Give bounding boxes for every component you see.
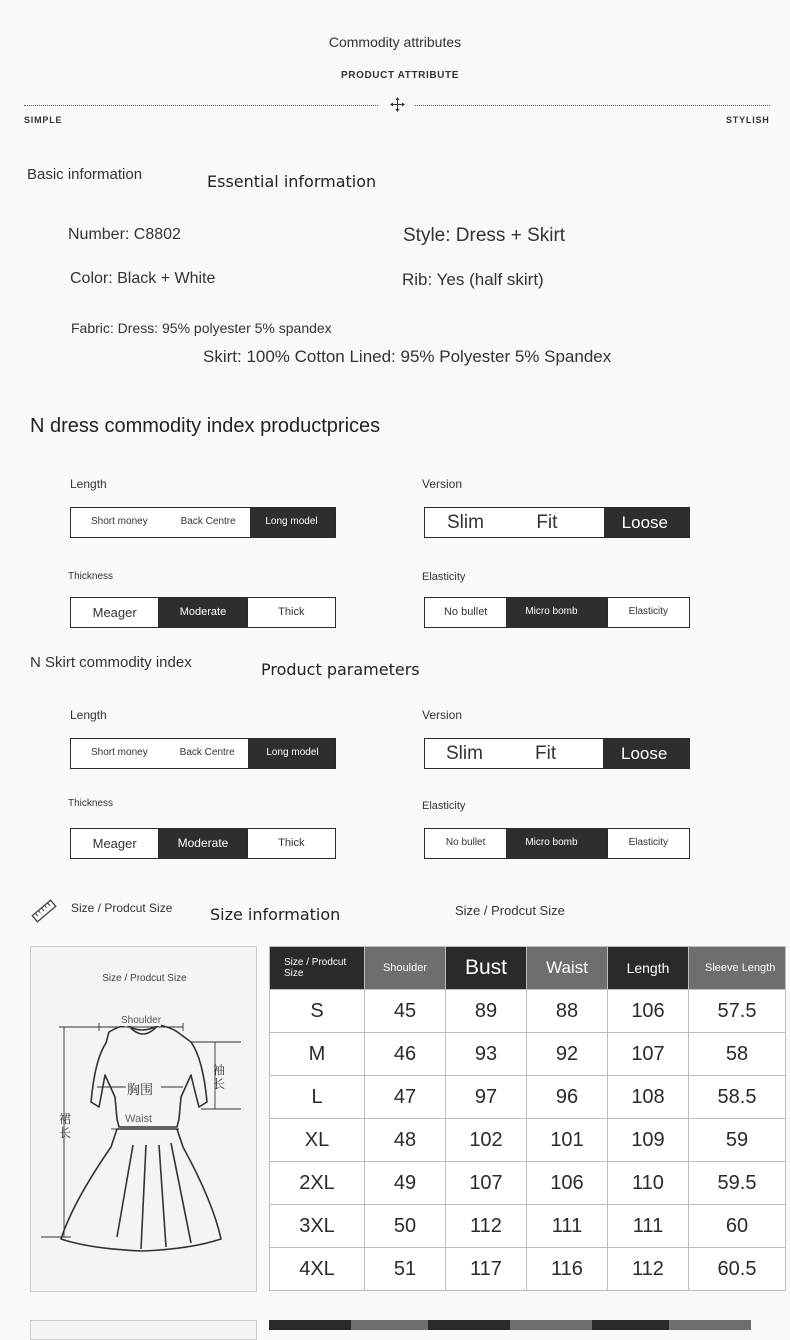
table-row xyxy=(270,990,786,1033)
measure-cell: 107 xyxy=(608,1033,689,1076)
measure-cell: 59 xyxy=(689,1119,786,1162)
measure-cell: 106 xyxy=(527,1162,608,1205)
measure-cell: 102 xyxy=(446,1119,527,1162)
version-option-loose: Loose xyxy=(603,739,689,768)
diagram-sleeve-label: 袖长 xyxy=(213,1063,226,1091)
next-table-header-edge xyxy=(269,1320,751,1330)
product-number: Number: C8802 xyxy=(68,226,181,243)
table-row xyxy=(270,1248,786,1291)
page-subtitle: PRODUCT ATTRIBUTE xyxy=(341,70,459,81)
measure-cell: 46 xyxy=(365,1033,446,1076)
table-row xyxy=(270,1119,786,1162)
thickness-option-meager: Meager xyxy=(92,835,137,851)
size-label-right: Size / Prodcut Size xyxy=(455,903,565,918)
measure-cell: 109 xyxy=(608,1119,689,1162)
size-info-heading: Size information xyxy=(210,905,341,924)
version-option-fit: Fit xyxy=(536,511,558,533)
product-skirt-fabric: Skirt: 100% Cotton Lined: 95% Polyester 5% Spandex xyxy=(203,347,612,366)
diagram-waist-label: Waist xyxy=(125,1113,153,1125)
elasticity-option-no-bullet: No bullet xyxy=(445,837,486,849)
skirt-thickness-label: Thickness xyxy=(68,798,114,809)
thickness-option-moderate: Moderate xyxy=(158,598,246,627)
stylish-tag: STYLISH xyxy=(726,115,770,125)
dress-thickness-label: Thickness xyxy=(68,571,114,582)
size-table-header xyxy=(270,947,786,990)
version-option-slim: Slim xyxy=(446,742,483,764)
diagram-length-label: 裙长 xyxy=(59,1112,72,1140)
measure-cell: 88 xyxy=(527,990,608,1033)
skirt-elasticity-scale xyxy=(424,828,690,859)
measure-cell: 112 xyxy=(446,1205,527,1248)
thickness-option-meager: Meager xyxy=(92,604,137,620)
measure-cell: 50 xyxy=(365,1205,446,1248)
measure-cell: 97 xyxy=(446,1076,527,1119)
col-bust: Bust xyxy=(446,947,527,990)
skirt-version-scale xyxy=(424,738,690,769)
measure-cell: 92 xyxy=(527,1033,608,1076)
col-waist: Waist xyxy=(527,947,608,990)
skirt-length-label: Length xyxy=(70,708,107,722)
size-cell: 4XL xyxy=(270,1248,365,1291)
table-row xyxy=(270,1162,786,1205)
measure-cell: 107 xyxy=(446,1162,527,1205)
col-shoulder: Shoulder xyxy=(365,947,446,990)
col-size: Size / Prodcut Size xyxy=(270,947,365,990)
skirt-elasticity-label: Elasticity xyxy=(422,800,466,812)
skirt-thickness-scale xyxy=(70,828,336,859)
diagram-caption: Size / Prodcut Size xyxy=(102,973,187,984)
diagram-shoulder-label: Shoulder xyxy=(121,1015,162,1026)
size-cell: S xyxy=(270,990,365,1033)
measure-cell: 93 xyxy=(446,1033,527,1076)
next-diagram-edge xyxy=(30,1320,257,1340)
size-label: Size / Prodcut Size xyxy=(71,901,173,915)
ruler-icon xyxy=(30,897,58,925)
measure-cell: 58.5 xyxy=(689,1076,786,1119)
table-row xyxy=(270,1033,786,1076)
divider-left xyxy=(24,105,378,106)
measure-cell: 96 xyxy=(527,1076,608,1119)
length-option-short: Short money xyxy=(91,747,148,759)
skirt-index-heading: N Skirt commodity index xyxy=(30,654,192,671)
measure-cell: 116 xyxy=(527,1248,608,1291)
measure-cell: 58 xyxy=(689,1033,786,1076)
length-option-back: Back Centre xyxy=(180,516,236,528)
size-table-body xyxy=(270,990,786,1291)
dress-thickness-scale xyxy=(70,597,336,628)
dress-elasticity-label: Elasticity xyxy=(422,571,466,583)
table-row xyxy=(270,1205,786,1248)
elasticity-option-micro-bomb: Micro bomb xyxy=(506,829,606,858)
dress-version-scale xyxy=(424,507,690,538)
size-cell: M xyxy=(270,1033,365,1076)
col-sleeve-length: Sleeve Length xyxy=(689,947,786,990)
measure-cell: 111 xyxy=(608,1205,689,1248)
skirt-length-scale xyxy=(70,738,336,769)
diagram-bust-label: 胸围 xyxy=(127,1083,154,1098)
length-option-long: Long model xyxy=(250,508,335,537)
measure-cell: 51 xyxy=(365,1248,446,1291)
basic-info-heading: Basic information xyxy=(27,166,143,183)
table-row xyxy=(270,1076,786,1119)
measure-cell: 49 xyxy=(365,1162,446,1205)
product-fabric: Fabric: Dress: 95% polyester 5% spandex xyxy=(71,320,332,336)
simple-tag: SIMPLE xyxy=(24,115,63,125)
measure-cell: 110 xyxy=(608,1162,689,1205)
length-option-short: Short money xyxy=(91,516,148,528)
measure-cell: 57.5 xyxy=(689,990,786,1033)
dress-length-scale xyxy=(70,507,336,538)
dress-elasticity-scale xyxy=(424,597,690,628)
dress-version-label: Version xyxy=(422,477,463,491)
elasticity-option-no-bullet: No bullet xyxy=(443,605,488,618)
product-parameters-heading: Product parameters xyxy=(261,660,420,679)
dress-size-diagram xyxy=(30,946,257,1292)
version-option-fit: Fit xyxy=(535,742,557,764)
thickness-option-moderate: Moderate xyxy=(158,829,246,858)
size-cell: XL xyxy=(270,1119,365,1162)
col-length: Length xyxy=(608,947,689,990)
measure-cell: 112 xyxy=(608,1248,689,1291)
product-color: Color: Black + White xyxy=(70,270,216,287)
measure-cell: 89 xyxy=(446,990,527,1033)
essential-info-heading: Essential information xyxy=(207,172,377,191)
version-option-loose: Loose xyxy=(604,508,689,537)
divider-right xyxy=(415,105,770,106)
measure-cell: 60 xyxy=(689,1205,786,1248)
size-cell: L xyxy=(270,1076,365,1119)
length-option-back: Back Centre xyxy=(179,747,235,759)
elasticity-option-elasticity: Elasticity xyxy=(607,829,689,858)
measure-cell: 59.5 xyxy=(689,1162,786,1205)
product-style: Style: Dress + Skirt xyxy=(403,225,566,246)
length-option-long: Long model xyxy=(248,739,335,768)
size-cell: 2XL xyxy=(270,1162,365,1205)
elasticity-option-micro-bomb: Micro bomb xyxy=(506,598,606,627)
measure-cell: 108 xyxy=(608,1076,689,1119)
measure-cell: 101 xyxy=(527,1119,608,1162)
elasticity-option-elasticity: Elasticity xyxy=(607,598,689,627)
size-table xyxy=(269,946,786,1291)
product-rib: Rib: Yes (half skirt) xyxy=(402,270,544,289)
measure-cell: 117 xyxy=(446,1248,527,1291)
thickness-option-thick: Thick xyxy=(247,829,335,858)
measure-cell: 111 xyxy=(527,1205,608,1248)
measure-cell: 47 xyxy=(365,1076,446,1119)
measure-cell: 106 xyxy=(608,990,689,1033)
measure-cell: 48 xyxy=(365,1119,446,1162)
size-cell: 3XL xyxy=(270,1205,365,1248)
measure-cell: 45 xyxy=(365,990,446,1033)
dress-length-label: Length xyxy=(70,477,107,491)
compass-icon xyxy=(389,96,406,113)
page-title: Commodity attributes xyxy=(328,34,462,50)
version-option-slim: Slim xyxy=(447,511,484,533)
dress-index-heading: N dress commodity index productprices xyxy=(30,415,381,437)
thickness-option-thick: Thick xyxy=(247,598,335,627)
skirt-version-label: Version xyxy=(422,708,463,722)
measure-cell: 60.5 xyxy=(689,1248,786,1291)
